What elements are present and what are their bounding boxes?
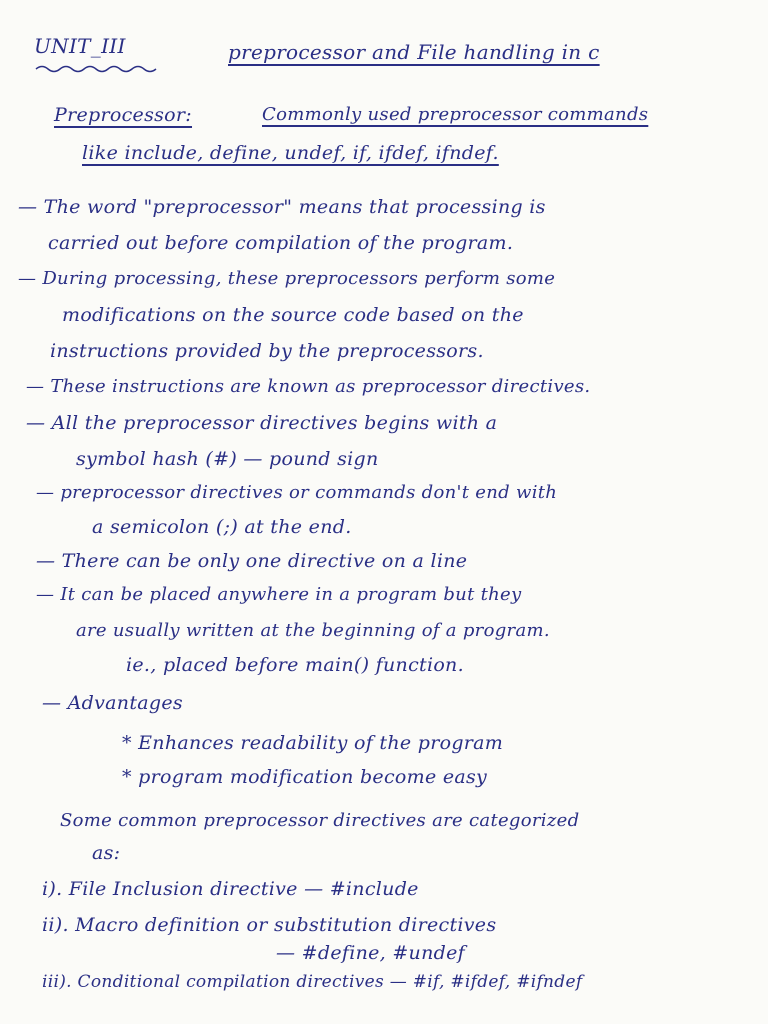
note-line: — Advantages [42,692,183,714]
note-line: — It can be placed anywhere in a program but they [36,584,522,605]
note-line: are usually written at the beginning of a program. [76,620,550,641]
note-line: iii). Conditional compilation directives — #if, #ifdef, #ifndef [42,972,583,992]
note-line: instructions provided by the preprocessors. [50,340,484,362]
unit-label: UNIT_III [34,34,126,58]
note-line: i). File Inclusion directive — #include [42,878,419,900]
heading-line-2: like include, define, undef, if, ifdef, ifndef. [82,142,499,164]
page-topic: preprocessor and File handling in c [228,40,600,64]
note-line: — #define, #undef [276,942,465,964]
note-line: carried out before compilation of the program. [48,232,514,254]
note-line: modifications on the source code based on the [62,304,524,326]
note-line: Some common preprocessor directives are categorized [60,810,580,831]
note-line: — preprocessor directives or commands don't end with [36,482,558,503]
section-heading: Preprocessor: [54,104,193,126]
note-line: — There can be only one directive on a line [36,550,468,572]
note-line: — These instructions are known as preprocessor directives. [26,376,591,397]
note-line: as: [92,842,121,864]
note-line: — All the preprocessor directives begins with a [26,412,498,434]
squiggle-underline [34,64,164,74]
heading-line-1: Commonly used preprocessor commands [262,104,649,125]
note-line: ii). Macro definition or substitution directives [42,914,497,936]
note-line: ie., placed before main() function. [126,654,464,676]
note-line: symbol hash (#) — pound sign [76,448,379,470]
note-line: * Enhances readability of the program [122,732,504,754]
note-line: a semicolon (;) at the end. [92,516,352,538]
note-line: — During processing, these preprocessors perform some [18,268,556,289]
note-line: * program modification become easy [122,766,488,788]
note-line: — The word "preprocessor" means that processing is [18,196,546,218]
